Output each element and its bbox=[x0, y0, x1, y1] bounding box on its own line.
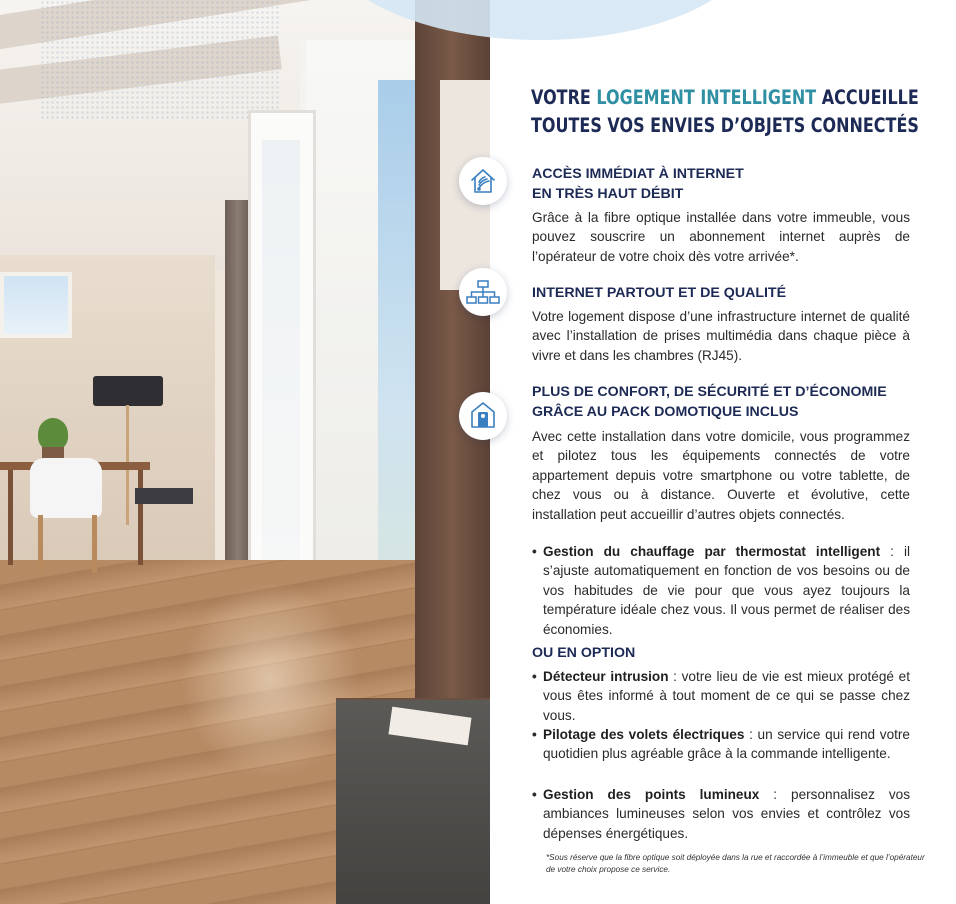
bullet-text: : personnalisez vos ambiances lumineuses selon vos envies et contrôlez vos dépenses énergétiques. bbox=[543, 787, 911, 841]
bullet-dot: • bbox=[532, 787, 537, 802]
bullet-dot: • bbox=[532, 669, 537, 684]
bullet-intrusion bbox=[532, 667, 910, 725]
section3-title bbox=[532, 382, 887, 422]
section1-title-line2: EN TRÈS HAUT DÉBIT bbox=[532, 186, 684, 202]
section2-title: INTERNET PARTOUT ET DE QUALITÉ bbox=[532, 285, 787, 301]
plant bbox=[38, 418, 68, 450]
bullet-text: : un service qui rend votre quotidien plus agréable grâce à la commande intelligente. bbox=[543, 727, 910, 762]
chair-leg bbox=[38, 515, 43, 573]
bullet-label: Détecteur intrusion bbox=[543, 669, 669, 684]
bullet-label: Pilotage des volets électriques bbox=[543, 727, 745, 742]
bullet-label: Gestion du chauffage par thermostat intelligent bbox=[543, 544, 881, 559]
table-leg bbox=[138, 470, 143, 565]
bullet-lights bbox=[532, 785, 910, 843]
section3-title-line2: GRÂCE AU PACK DOMOTIQUE INCLUS bbox=[532, 404, 799, 420]
headline-part1: VOTRE bbox=[531, 86, 597, 109]
bullet-dot: • bbox=[532, 727, 537, 742]
section3-text: Avec cette installation dans votre domicile, vous programmez et pilotez tous les équipements connectés de votre appartement depuis votre smartphone ou votre tablette, de chez vous ou à distance. Ouverte et évolutive, cette installation peut accueillir d’autres objets connectés. bbox=[532, 429, 910, 522]
headline-part2: ACCUEILLE bbox=[816, 86, 919, 109]
bullet-text: : il s’ajuste automatiquement en fonction de vos besoins ou de vos habitudes de vie pour que vous ayez toujours la température idéale chez vous. Il vous permet de réaliser des économies. bbox=[543, 544, 910, 637]
chair-leg bbox=[92, 515, 97, 573]
bench bbox=[135, 488, 193, 504]
table-leg bbox=[8, 470, 13, 565]
bullet-shutters bbox=[532, 725, 910, 764]
skylight-window bbox=[0, 272, 72, 338]
door-glass bbox=[262, 140, 300, 580]
section1-title bbox=[532, 164, 744, 204]
option-title: OU EN OPTION bbox=[532, 645, 636, 661]
house-wifi-icon bbox=[459, 157, 507, 205]
section1-text: Grâce à la fibre optique installée dans votre immeuble, vous pouvez souscrire un abonnement internet auprès de l’opérateur de votre choix dès votre arrivée*. bbox=[532, 210, 910, 264]
section3-title-line1: PLUS DE CONFORT, DE SÉCURITÉ ET D’ÉCONOMIE bbox=[532, 384, 887, 400]
headline-accent: LOGEMENT INTELLIGENT bbox=[596, 86, 817, 109]
headline-line2: TOUTES VOS ENVIES D’OBJETS CONNECTÉS bbox=[531, 114, 919, 137]
section1-title-line1: ACCÈS IMMÉDIAT À INTERNET bbox=[532, 166, 744, 182]
bullet-thermostat bbox=[532, 542, 910, 639]
window-sky bbox=[378, 80, 418, 620]
bullet-text: : votre lieu de vie est mieux protégé et vous êtes informé à tout moment de ce qui se passe chez vous. bbox=[543, 669, 910, 723]
section2-text: Votre logement dispose d’une infrastructure internet de qualité avec l’installation de prises multimédia dans chaque pièce à vivre et dans les chambres (RJ45). bbox=[532, 309, 910, 363]
footnote: *Sous réserve que la fibre optique soit déployée dans la rue et raccordée à l’immeuble et que l’opérateur de votre choix propose ce service. bbox=[546, 853, 925, 874]
white-chair bbox=[30, 458, 102, 518]
network-diagram-icon bbox=[459, 268, 507, 316]
bullet-dot: • bbox=[532, 544, 537, 559]
smart-home-hand-icon bbox=[459, 392, 507, 440]
bullet-label: Gestion des points lumineux bbox=[543, 787, 760, 802]
floor-lamp-shade bbox=[93, 376, 163, 406]
dot-pattern bbox=[40, 0, 280, 120]
content-column bbox=[490, 0, 956, 904]
floor-light-reflection bbox=[180, 580, 360, 780]
headline bbox=[531, 84, 919, 140]
